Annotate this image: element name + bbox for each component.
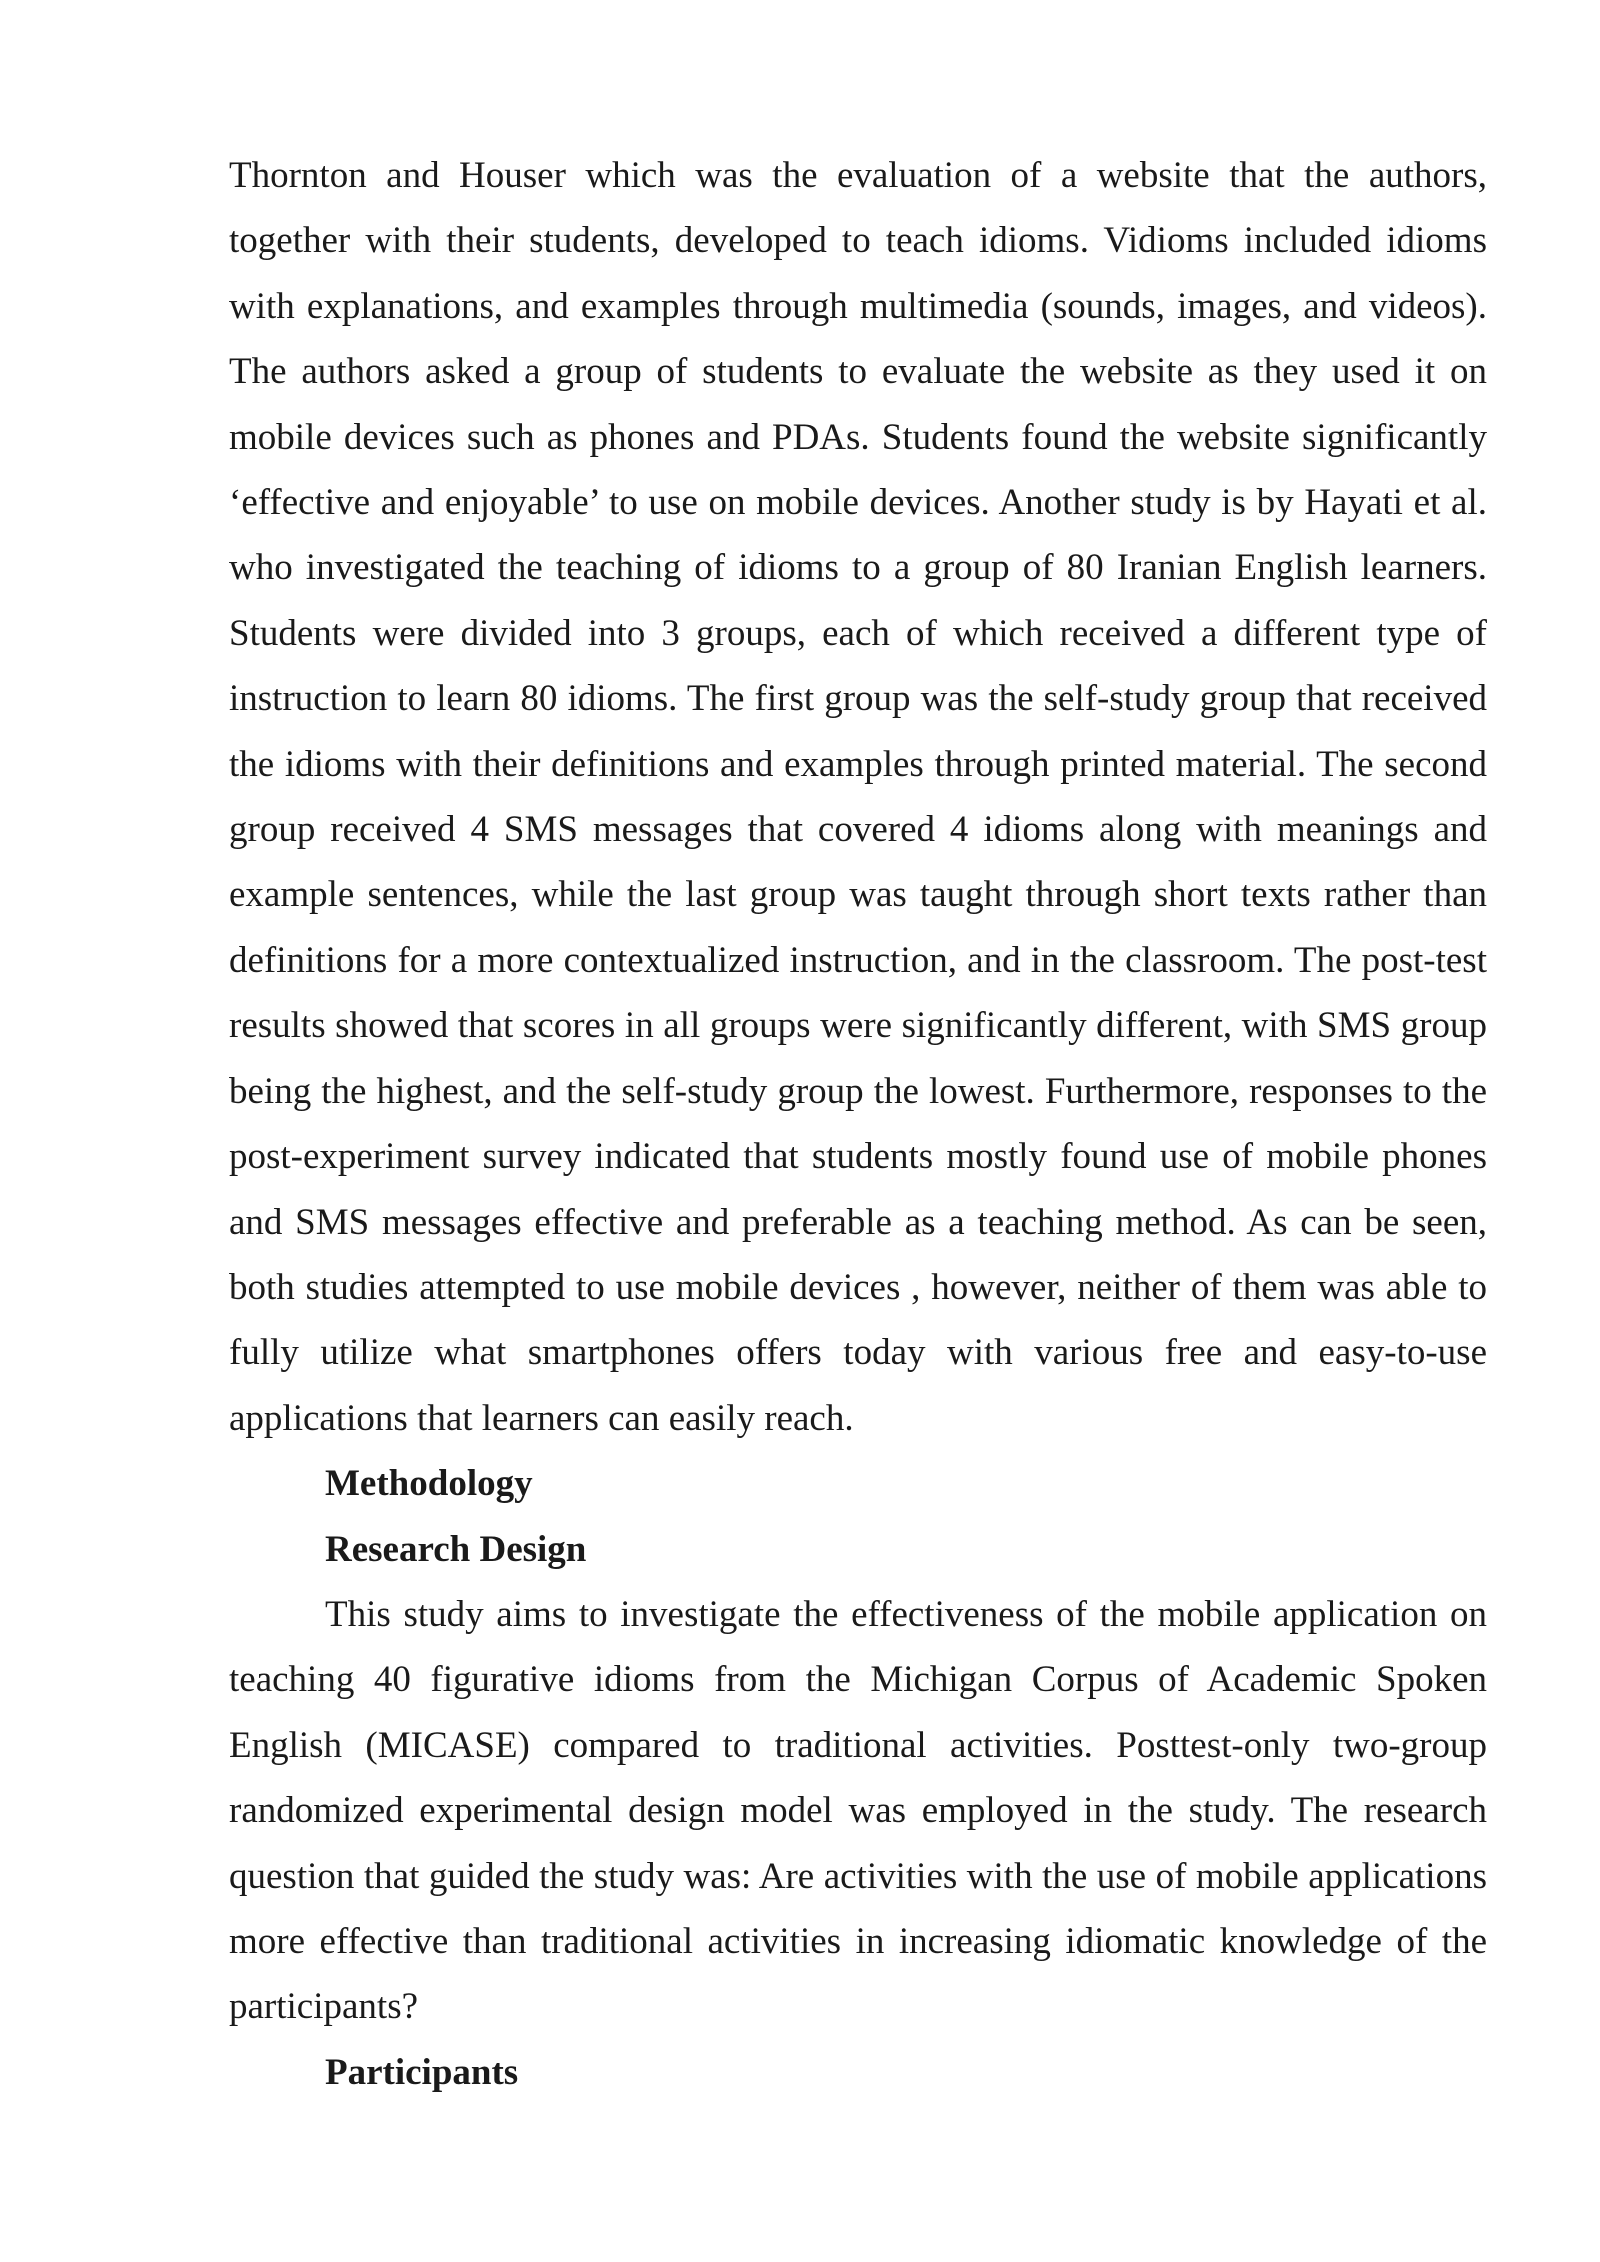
research-design-paragraph: This study aims to investigate the effectiveness of the mobile application on teaching 40 figurative idioms from the Michigan Corpus of Academic Spoken English (MICASE) compared to traditional activities. Posttest-only two-group randomized experimental design model was employed in the study. The research question that guided the study was: Are activities with the use of mobile applications more effective than traditional activities in increasing idiomatic knowledge of the participants? xyxy=(229,1593,1487,2028)
methodology-heading: Methodology xyxy=(325,1463,533,1505)
intro-paragraph: Thornton and Houser which was the evaluation of a website that the authors, together with their students, developed to teach idioms. Vidioms included idioms with explanations, and examples through multimedia (sounds, images, and videos). The authors asked a group of students to evaluate the website as they used it on mobile devices such as phones and PDAs. Students found the website significantly ‘effective and enjoyable’ to use on mobile devices. Another study is by Hayati et al. who investigated the teaching of idioms to a group of 80 Iranian English learners. Students were divided into 3 groups, each of which received a different type of instruction to learn 80 idioms. The first group was the self-study group that received the idioms with their definitions and examples through printed material. The second group received 4 SMS messages that covered 4 idioms along with meanings and example sentences, while the last group was taught through short texts rather than definitions for a more contextualized instruction, and in the classroom. The post-test results showed that scores in all groups were significantly different, with SMS group being the highest, and the self-study group the lowest. Furthermore, responses to the post-experiment survey indicated that students mostly found use of mobile phones and SMS messages effective and preferable as a teaching method. As can be seen, both studies attempted to use mobile devices , however, neither of them was able to fully utilize what smartphones offers today with various free and easy-to-use applications that learners can easily reach. xyxy=(229,155,1487,1439)
participants-heading: Participants xyxy=(325,2051,519,2093)
document-body xyxy=(229,143,1487,2105)
research-design-heading: Research Design xyxy=(325,1528,587,1570)
